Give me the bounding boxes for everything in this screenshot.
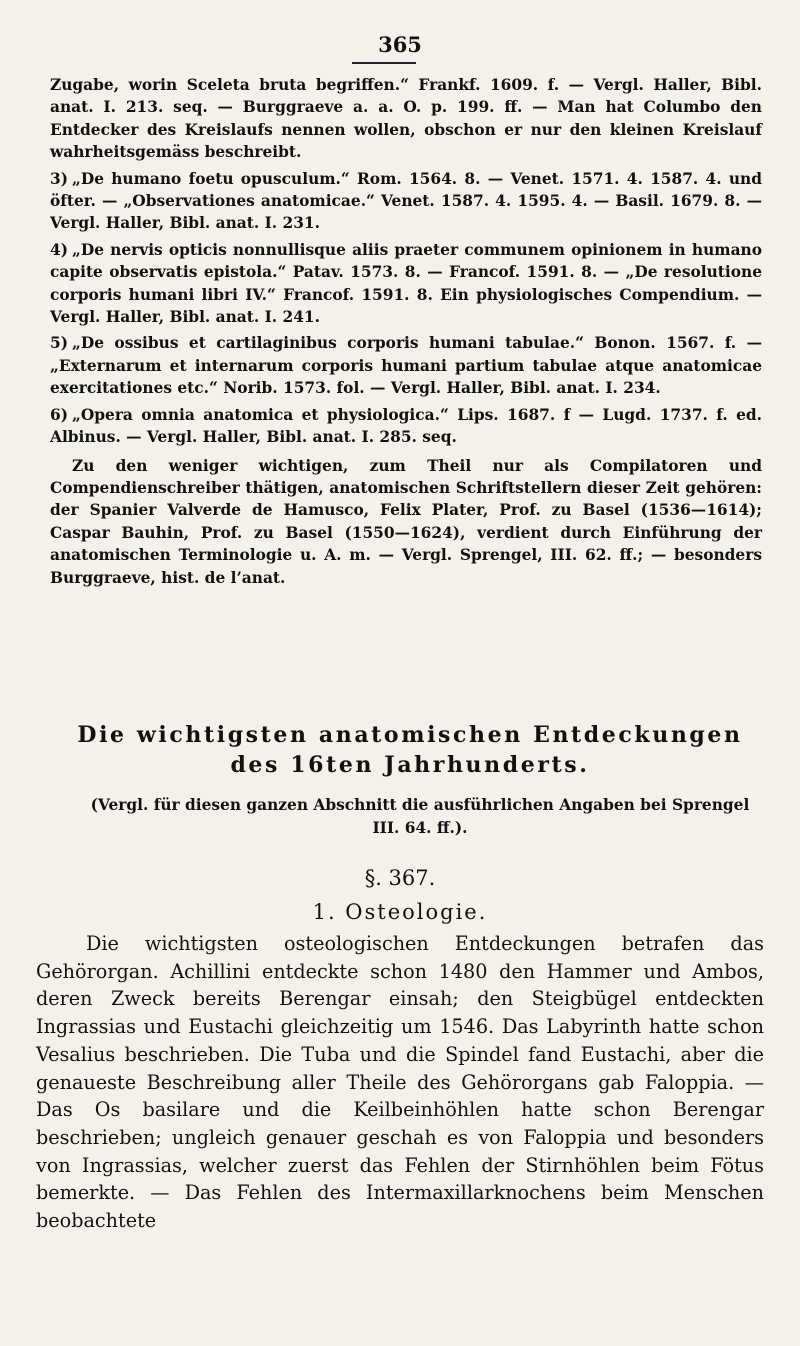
- footnotes-block: [50, 74, 762, 589]
- footnote-text: „Opera omnia anatomica et physiologica.“ Lips. 1687. f — Lugd. 1737. f. ed. Albinus. — Vergl. Haller, Bibl. anat. I. 285. seq.: [50, 405, 762, 447]
- footnote-label: 6): [50, 405, 68, 424]
- footnote-6: [50, 404, 762, 449]
- footnote-text: „De humano foetu opusculum.“ Rom. 1564. 8. — Venet. 1571. 4. 1587. 4. und öfter. — „Observationes anatomicae.“ Venet. 1587. 4. 1595. 4. — Basil. 1679. 8. — Vergl. Haller, Bibl. anat. I. 231.: [50, 169, 762, 233]
- section-reference-note: (Vergl. für diesen ganzen Abschnitt die ausführlichen Angaben bei Sprengel III. 64. ff.).: [90, 796, 750, 837]
- footnote-continuation: Zugabe, worin Sceleta bruta begriffen.“ Frankf. 1609. f. — Vergl. Haller, Bibl. anat. I. 213. seq. — Burggraeve a. a. O. p. 199. ff. — Man hat Columbo den Entdecker des Kreislaufs nennen wollen, obschon er nur den kleinen Kreislauf wahrheitsgemäss beschreibt.: [50, 76, 762, 162]
- page-number-rule: [352, 62, 416, 64]
- footnote-5: [50, 332, 762, 399]
- osteology-paragraph: Die wichtigsten osteologischen Entdeckungen betrafen das Gehörorgan. Achillini entdeckte schon 1480 den Hammer und Ambos, deren Zweck bereits Berengar einsah; den Steigbügel entdeckten Ingrassias und Eustachi gleichzeitig um 1546. Das Labyrinth hatte schon Vesalius beschrieben. Die Tuba und die Spindel fand Eustachi, aber die genaueste Beschreibung aller Theile des Gehörorgans gab Faloppia. — Das Os basilare und die Keilbeinhöhlen hatte schon Berengar beschrieben; ungleich genauer geschah es von Faloppia und besonders von Ingrassias, welcher zuerst das Fehlen der Stirnhöhlen beim Fötus bemerkte. — Das Fehlen des Intermaxillarknochens beim Menschen beobachtete: [36, 932, 764, 1233]
- footnote-text: „De nervis opticis nonnullisque aliis praeter communem opinionem in humano capite observatis epistola.“ Patav. 1573. 8. — Francof. 1591. 8. — „De resolutione corporis humani libri IV.“ Francof. 1591. 8. Ein physiologisches Compendium. — Vergl. Haller, Bibl. anat. I. 241.: [50, 240, 762, 327]
- footnote-label: 5): [50, 334, 68, 353]
- footnote-label: 3): [50, 169, 68, 188]
- section-heading: Die wichtigsten anatomischen Entdeckungen des 16ten Jahrhunderts.: [77, 722, 743, 778]
- minor-writers-paragraph: Zu den weniger wichtigen, zum Theil nur als Compilatoren und Compendienschreiber thätigen, anatomischen Schriftstellern dieser Zeit gehören: der Spanier Valverde de Hamusco, Felix Plater, Prof. zu Basel (1536—1614); Caspar Bauhin, Prof. zu Basel (1550—1624), verdient durch Einführung der anatomischen Terminologie u. A. m. — Vergl. Sprengel, III. 62. ff.; — besonders Burggraeve, hist. de l’anat.: [50, 456, 762, 587]
- footnote-label: 4): [50, 240, 68, 259]
- footnote-4: [50, 239, 762, 329]
- footnote-3: [50, 168, 762, 235]
- footnote-text: „De ossibus et cartilaginibus corporis humani tabulae.“ Bonon. 1567. f. — „Externarum et internarum corporis humani partium tabulae atque anatomicae exercitationes etc.“ Norib. 1573. fol. — Vergl. Haller, Bibl. anat. I. 234.: [50, 334, 762, 398]
- main-body-text: [36, 930, 764, 1235]
- page-number: 365: [378, 32, 422, 57]
- subheading-osteologie: 1. Osteologie.: [312, 900, 488, 924]
- paragraph-number: §. 367.: [364, 866, 436, 890]
